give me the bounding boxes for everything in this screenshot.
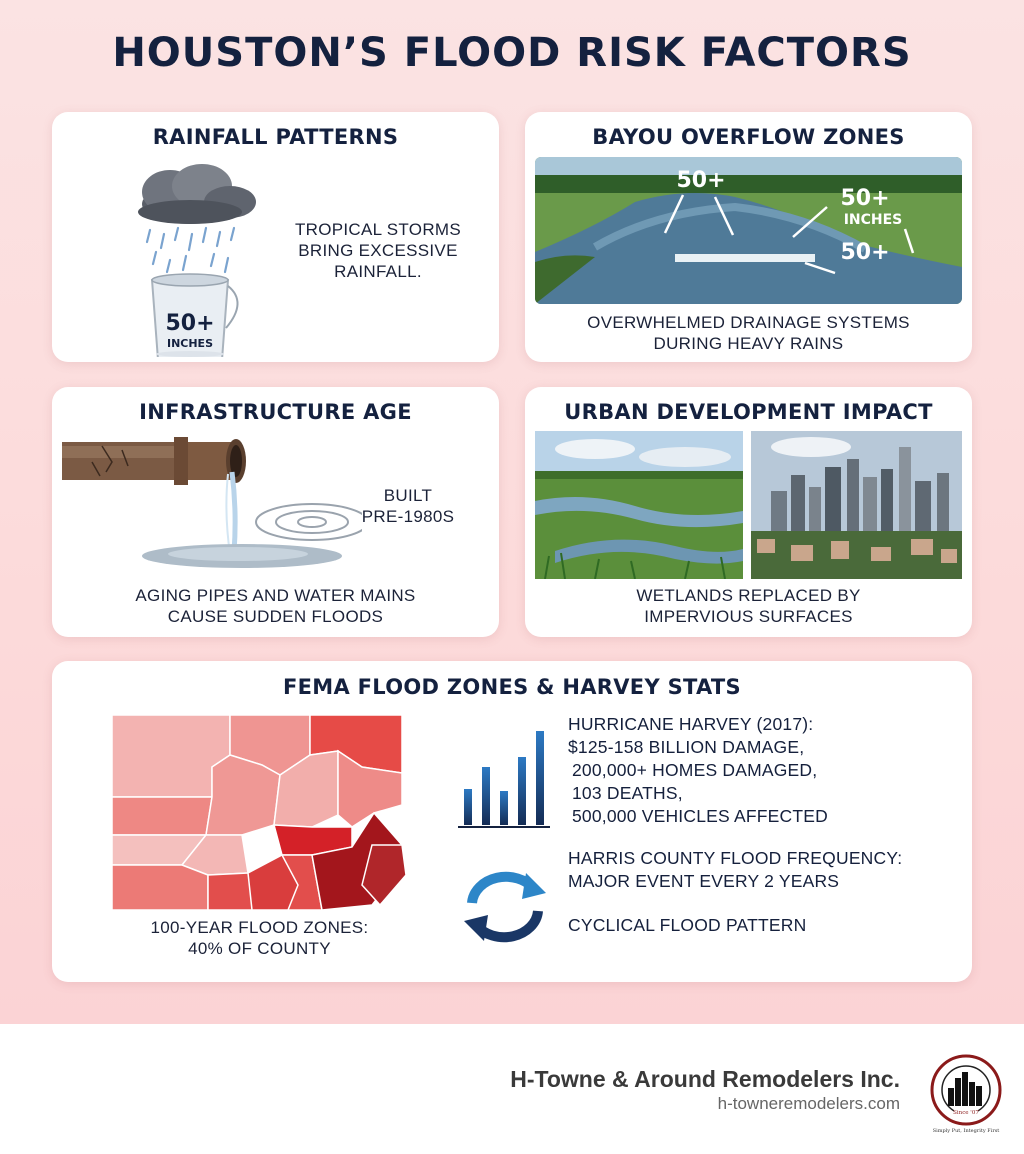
infrastructure-card [52,387,499,637]
bucket-value: 50+ [165,311,215,336]
map-caption: 100-YEAR FLOOD ZONES: 40% OF COUNTY [150,918,369,958]
footer [0,1024,1024,1154]
urban-title: URBAN DEVELOPMENT IMPACT [564,400,933,424]
rainfall-caption: TROPICAL STORMS BRING EXCESSIVE RAINFALL. [294,220,462,281]
city-skyline-photo [751,431,962,579]
urban-card [525,387,972,637]
infrastructure-caption: AGING PIPES AND WATER MAINS CAUSE SUDDEN FLOODS [135,586,416,626]
harvey-stats: HURRICANE HARVEY (2017): $125-158 BILLION DAMAGE, 200,000+ HOMES DAMAGED, 103 DEATHS, 500,000 VEHICLES AFFECTED [568,714,828,826]
bayou-label-4: 50+ [840,240,890,265]
urban-caption: WETLANDS REPLACED BY IMPERVIOUS SURFACES [636,586,861,626]
bayou-card [525,112,972,362]
bayou-label-1: 50+ [676,168,726,193]
company-url[interactable]: h-towneremodelers.com [717,1094,900,1113]
bayou-caption: OVERWHELMED DRAINAGE SYSTEMS DURING HEAVY RAINS [587,313,910,353]
bayou-label-3: INCHES [843,212,903,228]
logo-since: Since '07 [953,1110,979,1116]
bayou-photo [535,157,962,304]
company-name: H-Towne & Around Remodelers Inc. [510,1066,900,1092]
wetlands-photo [535,431,743,579]
page-title: HOUSTON’S FLOOD RISK FACTORS [112,30,912,76]
bayou-label-2: 50+ [840,186,890,211]
bar-chart-icon [458,729,550,831]
fema-card [52,661,972,982]
built-date: BUILT PRE-1980S [361,486,455,526]
company-logo [924,1050,1008,1134]
flood-zone-map [112,715,407,910]
leaking-pipe-illustration [62,432,362,577]
rainfall-title: RAINFALL PATTERNS [152,125,399,149]
infrastructure-title: INFRASTRUCTURE AGE [139,400,412,424]
cyclical-pattern: CYCLICAL FLOOD PATTERN [568,915,807,935]
fema-title: FEMA FLOOD ZONES & HARVEY STATS [283,675,741,699]
cycle-arrows-icon [460,867,550,947]
bayou-title: BAYOU OVERFLOW ZONES [592,125,905,149]
rainfall-card [52,112,499,362]
bucket-unit: INCHES [166,337,214,350]
logo-tagline: Simply Put, Integrity First [932,1128,1000,1134]
rain-bucket-illustration [130,162,270,357]
flood-frequency: HARRIS COUNTY FLOOD FREQUENCY: MAJOR EVENT EVERY 2 YEARS [568,848,903,891]
